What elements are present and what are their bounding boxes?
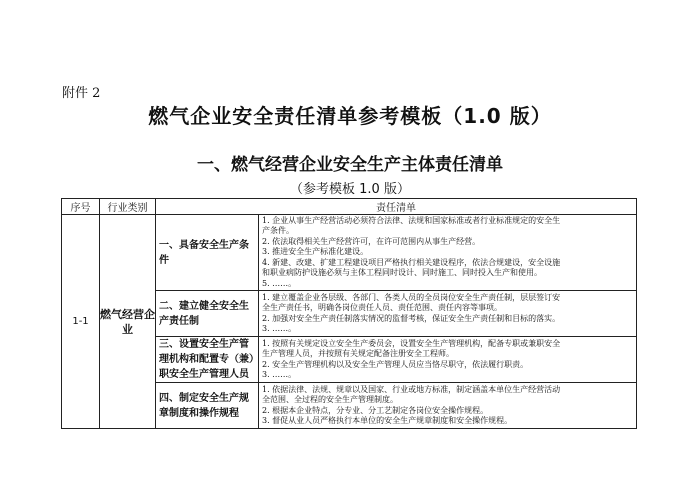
section-subtitle: （参考模板 1.0 版）: [290, 182, 410, 197]
industry-category: 燃气经营企业: [100, 215, 156, 429]
item-title: 三、设置安全生产管理机构和配置专（兼）职安全生产管理人员: [156, 337, 259, 383]
header-responsibilities: 责任清单: [156, 199, 637, 215]
responsibility-line: 2. 依法取得相关生产经营许可，在许可范围内从事生产经营。: [262, 236, 481, 246]
item-responsibilities: [259, 383, 637, 429]
attachment-label: 附件 2: [62, 86, 101, 101]
responsibility-line: 1. 企业从事生产经营活动必须符合法律、法规和国家标准或者行业标准规定的安全生: [262, 216, 561, 226]
table-header-row: [62, 199, 637, 215]
responsibility-line: 2. 加强对安全生产责任制落实情况的监督考核，保证安全生产责任制和目标的落实。: [262, 313, 561, 323]
section-title: 一、燃气经营企业安全生产主体责任清单: [197, 155, 503, 175]
responsibility-line: 3. ……。: [262, 323, 297, 333]
responsibility-line: 全范围、全过程的安全生产管理制度。: [262, 395, 398, 405]
responsibility-line: 3. 推进安全生产标准化建设。: [262, 247, 369, 257]
responsibility-line: 全生产责任书，明确各岗位责任人员、责任范围、责任内容等事项。: [262, 303, 502, 313]
table-row: [62, 215, 637, 291]
responsibility-line: 1. 按照有关规定设立安全生产委员会，设置安全生产管理机构，配备专职或兼职安全: [262, 338, 561, 348]
responsibility-line: 生产管理人员，并按照有关规定配备注册安全工程师。: [262, 349, 454, 359]
responsibility-line: 2. 安全生产管理机构以及安全生产管理人员应当恪尽职守，依法履行职责。: [262, 359, 529, 369]
responsibility-line: 5. ……。: [262, 278, 297, 288]
responsibility-line: 和职业病防护设施必须与主体工程同时设计、同时施工、同时投入生产和使用。: [262, 268, 542, 278]
responsibility-line: 产条件。: [262, 226, 294, 236]
item-title: 四、制定安全生产规章制度和操作规程: [156, 383, 259, 429]
header-category: 行业类别: [100, 199, 156, 215]
item-responsibilities: [259, 215, 637, 291]
header-no: 序号: [62, 199, 100, 215]
item-title: 一、具备安全生产条件: [156, 215, 259, 291]
responsibility-table: [61, 198, 637, 429]
item-responsibilities: [259, 337, 637, 383]
row-number: 1-1: [62, 215, 100, 429]
responsibility-line: 3. ……。: [262, 369, 297, 379]
document-title: 燃气企业安全责任清单参考模板（1.0 版）: [148, 104, 552, 128]
responsibility-line: 1. 依据法律、法规、规章以及国家、行业或地方标准，制定涵盖本单位生产经营活动: [262, 384, 561, 394]
responsibility-line: 1. 建立覆盖企业各层级、各部门、各类人员的全员岗位安全生产责任制，层层签订安: [262, 292, 561, 302]
item-title: 二、建立健全安全生产责任制: [156, 291, 259, 337]
responsibility-line: 2. 根据本企业特点，分专业、分工艺制定各岗位安全操作规程。: [262, 405, 489, 415]
responsibility-line: 3. 督促从业人员严格执行本单位的安全生产规章制度和安全操作规程。: [262, 415, 513, 425]
responsibility-line: 4. 新建、改建、扩建工程建设项目严格执行相关建设程序，依法合规建设，安全设施: [262, 257, 561, 267]
item-responsibilities: [259, 291, 637, 337]
